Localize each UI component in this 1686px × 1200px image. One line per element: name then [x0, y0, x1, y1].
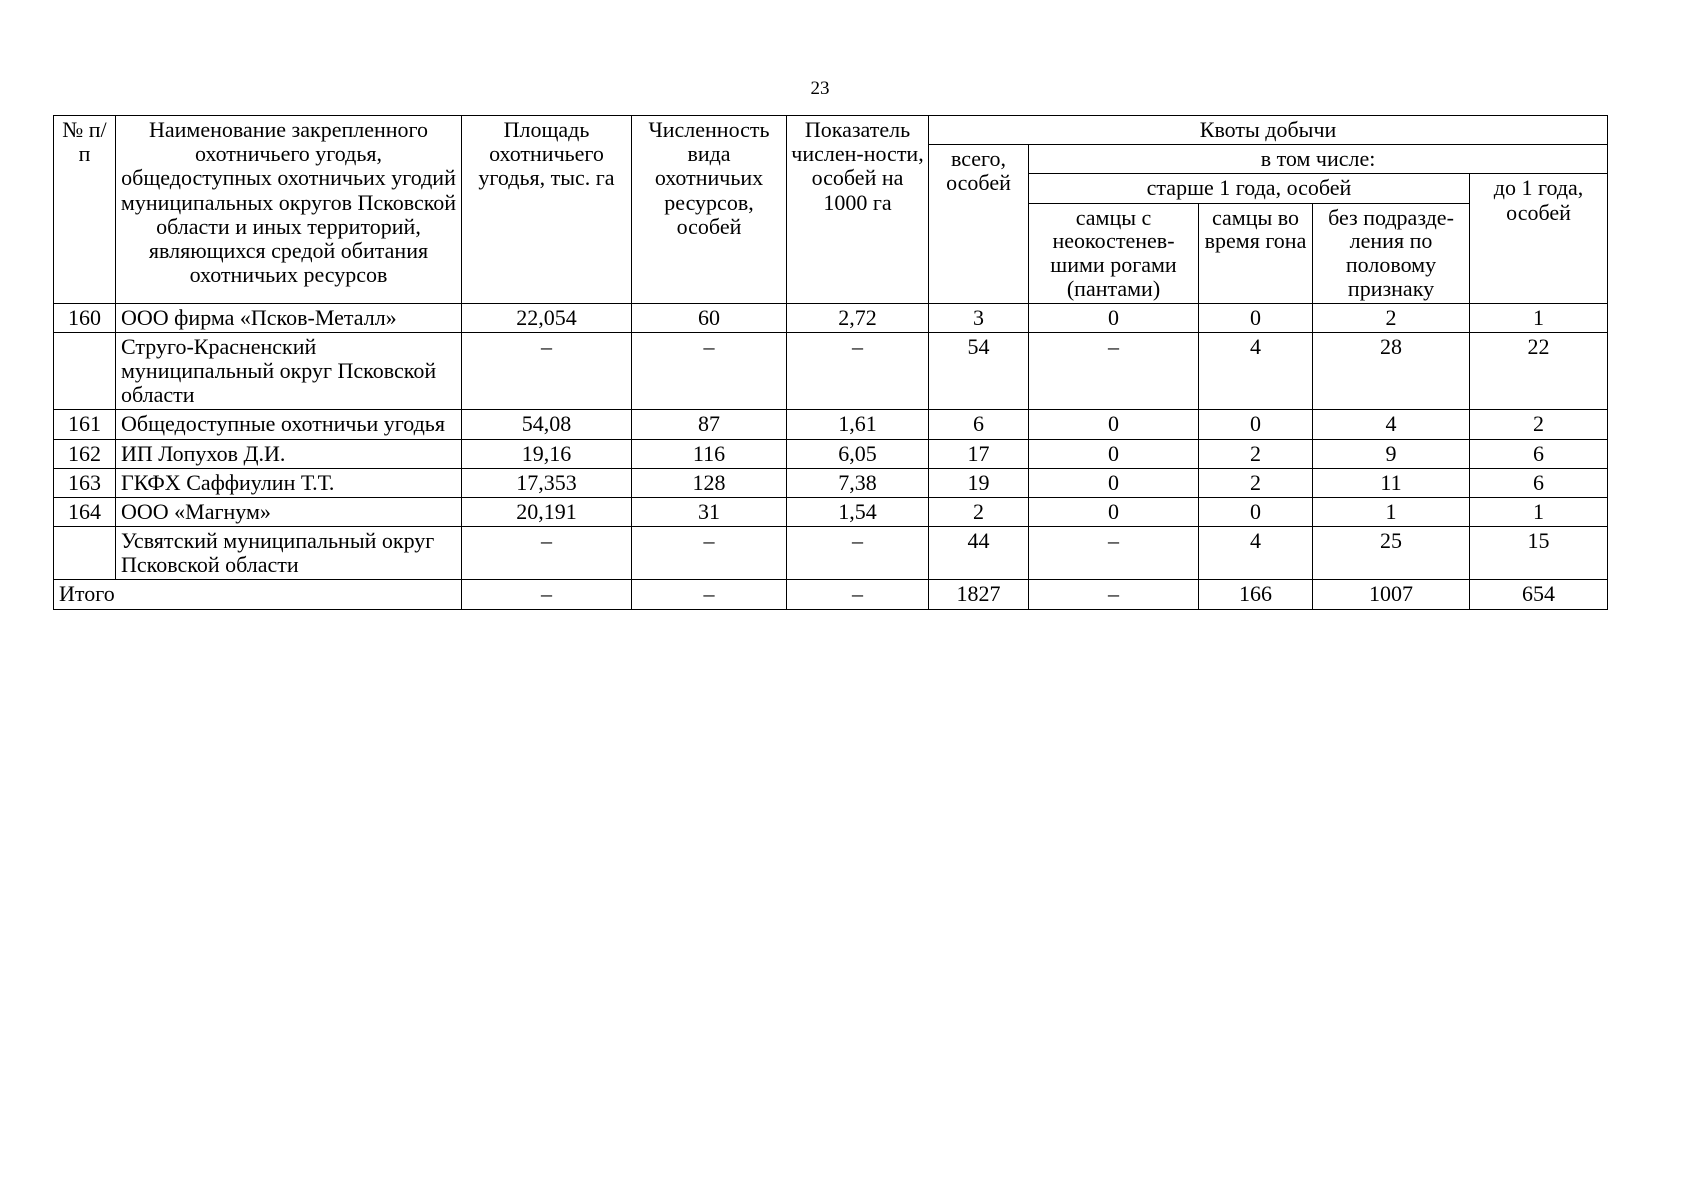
totals-total: 1827: [929, 580, 1029, 609]
header-under1: до 1 года, особей: [1470, 174, 1608, 303]
cell-name: ООО «Магнум»: [116, 497, 462, 526]
cell-num: 160: [54, 303, 116, 332]
cell-males-antlers: 0: [1029, 497, 1199, 526]
header-quotas: Квоты добычи: [929, 116, 1608, 145]
cell-males-rut: 0: [1199, 497, 1313, 526]
cell-name: ИП Лопухов Д.И.: [116, 439, 462, 468]
cell-no-sex: 4: [1313, 410, 1470, 439]
totals-area: –: [462, 580, 632, 609]
table-row: [54, 303, 1608, 332]
header-total: всего, особей: [929, 145, 1029, 303]
cell-density: 7,38: [787, 468, 929, 497]
cell-males-rut: 4: [1199, 332, 1313, 410]
cell-density: –: [787, 332, 929, 410]
cell-area: 22,054: [462, 303, 632, 332]
header-area: Площадь охотничьего угодья, тыс. га: [462, 116, 632, 304]
totals-under1: 654: [1470, 580, 1608, 609]
cell-total: 54: [929, 332, 1029, 410]
cell-area: 19,16: [462, 439, 632, 468]
cell-under1: 22: [1470, 332, 1608, 410]
cell-males-rut: 0: [1199, 303, 1313, 332]
header-males-rut: самцы во время гона: [1199, 203, 1313, 303]
totals-males-rut: 166: [1199, 580, 1313, 609]
cell-population: –: [632, 332, 787, 410]
cell-males-rut: 2: [1199, 439, 1313, 468]
cell-total: 2: [929, 497, 1029, 526]
table-row: [54, 439, 1608, 468]
cell-num: 162: [54, 439, 116, 468]
cell-area: –: [462, 527, 632, 580]
cell-area: 54,08: [462, 410, 632, 439]
cell-total: 19: [929, 468, 1029, 497]
cell-total: 6: [929, 410, 1029, 439]
cell-males-rut: 4: [1199, 527, 1313, 580]
cell-density: 1,54: [787, 497, 929, 526]
page-number: 23: [810, 78, 830, 99]
cell-density: 1,61: [787, 410, 929, 439]
cell-males-rut: 0: [1199, 410, 1313, 439]
cell-name: Струго-Красненский муниципальный округ Псковской области: [116, 332, 462, 410]
cell-area: 17,353: [462, 468, 632, 497]
totals-no-sex: 1007: [1313, 580, 1470, 609]
table-body: [54, 303, 1608, 609]
header-population: Численность вида охотничьих ресурсов, особей: [632, 116, 787, 304]
header-num: № п/п: [54, 116, 116, 304]
cell-no-sex: 2: [1313, 303, 1470, 332]
cell-total: 17: [929, 439, 1029, 468]
cell-population: 116: [632, 439, 787, 468]
cell-no-sex: 9: [1313, 439, 1470, 468]
cell-num: 164: [54, 497, 116, 526]
cell-name: ООО фирма «Псков-Металл»: [116, 303, 462, 332]
cell-no-sex: 1: [1313, 497, 1470, 526]
cell-males-antlers: 0: [1029, 439, 1199, 468]
cell-no-sex: 11: [1313, 468, 1470, 497]
table-row: [54, 497, 1608, 526]
totals-density: –: [787, 580, 929, 609]
table-row: [54, 410, 1608, 439]
cell-area: 20,191: [462, 497, 632, 526]
totals-label: Итого: [54, 580, 462, 609]
cell-name: Общедоступные охотничьи угодья: [116, 410, 462, 439]
header-including: в том числе:: [1029, 145, 1608, 174]
cell-area: –: [462, 332, 632, 410]
table-row: [54, 527, 1608, 580]
header-density: Показатель числен-ности, особей на 1000 га: [787, 116, 929, 304]
cell-under1: 1: [1470, 497, 1608, 526]
cell-under1: 6: [1470, 468, 1608, 497]
cell-males-antlers: –: [1029, 527, 1199, 580]
cell-name: ГКФХ Саффиулин Т.Т.: [116, 468, 462, 497]
cell-density: 6,05: [787, 439, 929, 468]
header-no-sex: без подразде-ления по половому признаку: [1313, 203, 1470, 303]
header-older: старше 1 года, особей: [1029, 174, 1470, 203]
cell-males-antlers: 0: [1029, 410, 1199, 439]
table-row: [54, 468, 1608, 497]
totals-row: [54, 580, 1608, 609]
header-males-antlers: самцы с неокостенев-шими рогами (пантами): [1029, 203, 1199, 303]
cell-under1: 15: [1470, 527, 1608, 580]
totals-males-antlers: –: [1029, 580, 1199, 609]
cell-males-antlers: 0: [1029, 303, 1199, 332]
cell-population: 128: [632, 468, 787, 497]
cell-num: 161: [54, 410, 116, 439]
cell-total: 3: [929, 303, 1029, 332]
cell-density: –: [787, 527, 929, 580]
cell-population: –: [632, 527, 787, 580]
cell-num: 163: [54, 468, 116, 497]
cell-num: [54, 332, 116, 410]
cell-population: 60: [632, 303, 787, 332]
header-name: Наименование закрепленного охотничьего угодья, общедоступных охотничьих угодий муниципальных округов Псковской области и иных территорий, являющихся средой обитания охотничьих ресурсов: [116, 116, 462, 304]
quota-table: [53, 115, 1608, 610]
cell-total: 44: [929, 527, 1029, 580]
cell-density: 2,72: [787, 303, 929, 332]
cell-num: [54, 527, 116, 580]
totals-population: –: [632, 580, 787, 609]
cell-males-antlers: –: [1029, 332, 1199, 410]
cell-name: Усвятский муниципальный округ Псковской области: [116, 527, 462, 580]
cell-no-sex: 25: [1313, 527, 1470, 580]
cell-under1: 1: [1470, 303, 1608, 332]
table-row: [54, 332, 1608, 410]
cell-under1: 6: [1470, 439, 1608, 468]
cell-under1: 2: [1470, 410, 1608, 439]
cell-population: 31: [632, 497, 787, 526]
cell-males-antlers: 0: [1029, 468, 1199, 497]
cell-population: 87: [632, 410, 787, 439]
cell-no-sex: 28: [1313, 332, 1470, 410]
cell-males-rut: 2: [1199, 468, 1313, 497]
